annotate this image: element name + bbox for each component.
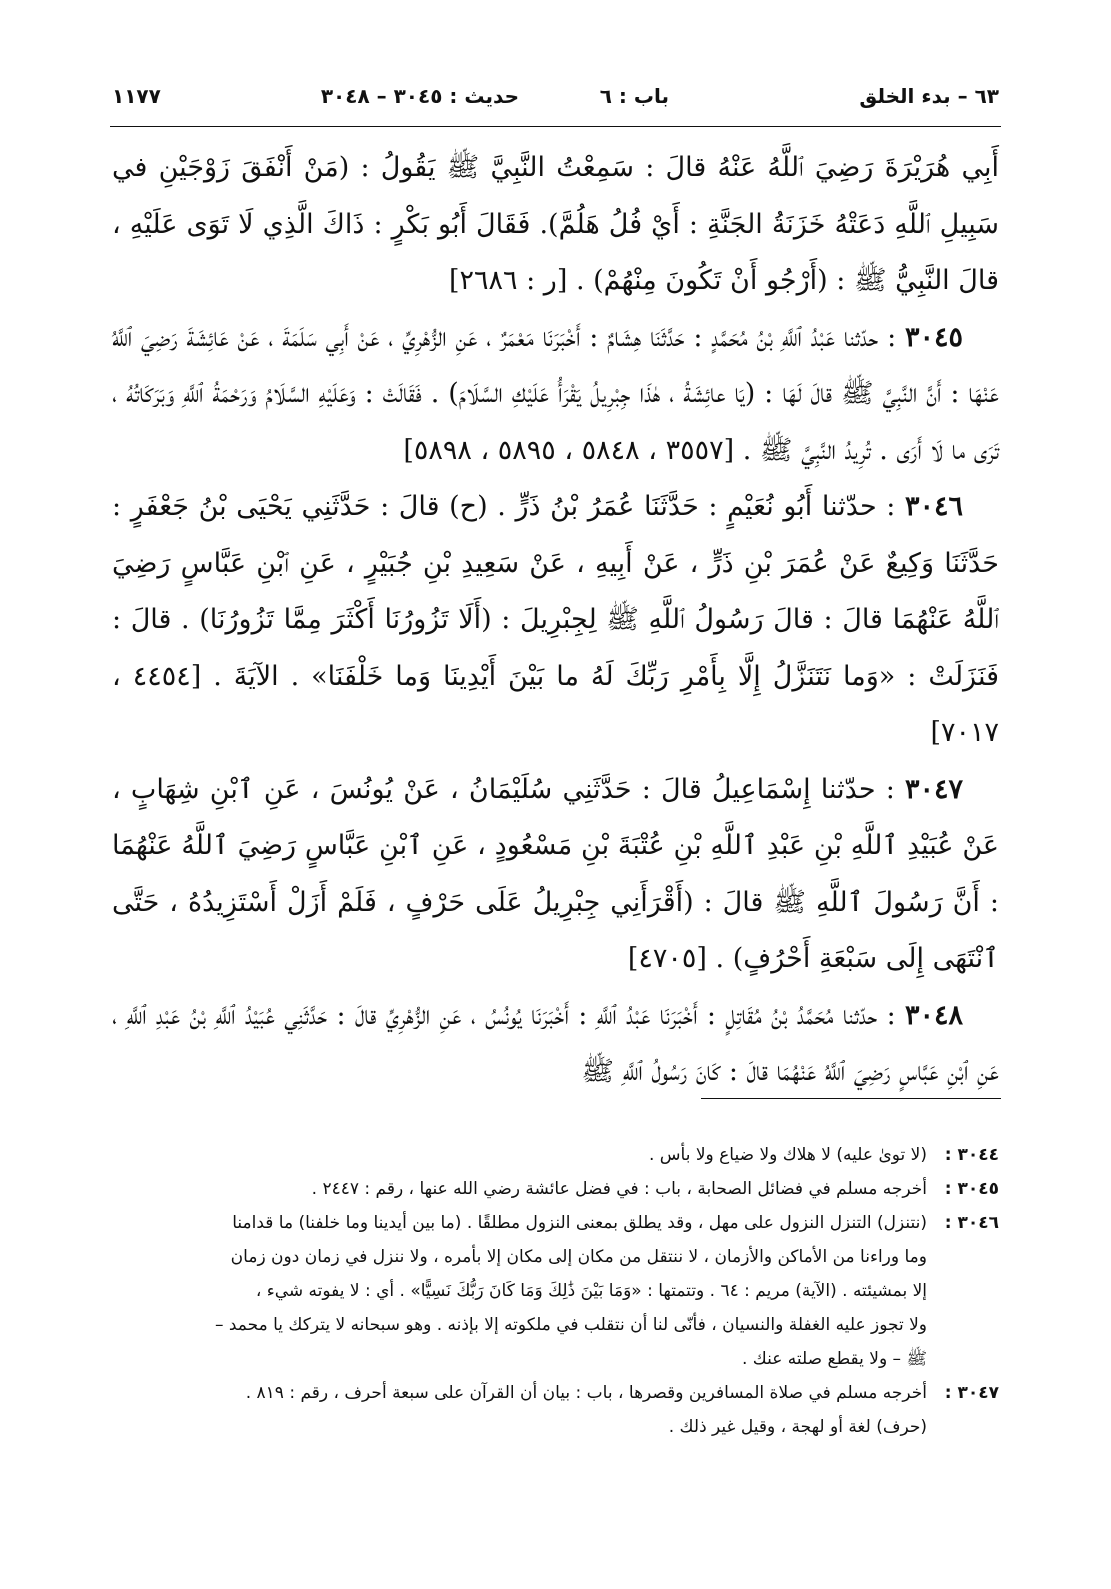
hadith-text: : حدّثنا أَبُو نُعَيْمٍ : حَدَّثَنَا عُمَرُ بْنُ ذَرٍّ . (ح) قالَ : حَدَّثَنِي يَحْيَى بْنُ جَعْفَرٍ : حَدَّثَنَا وَكِيعٌ عَنْ عُمَرَ بْنِ ذَرٍّ ، عَنْ أَبِيهِ ، عَنْ سَعِيدِ بْنِ جُبَيْرٍ ، عَنِ ٱبْنِ عَبَّاسٍ رَضِيَ ٱللَّهُ عَنْهُمَا قالَ : قالَ رَسُولُ ٱللَّهِ ﷺ لِجِبْرِيلَ : (أَلَا تَزُورُنَا أَكْثَرَ مِمَّا تَزُورُنَا) . قالَ : فَنَزَلَتْ : «وَما نَتَنَزَّلُ إِلَّا بِأَمْرِ رَبِّكَ لَهُ ما بَيْنَ أَيْدِينَا وَما خَلْفَنَا» . الآيَةَ . [٤٤٥٤ ، ٧٠١٧] <box>112 491 1000 748</box>
footnote-line: وما وراءنا من الأماكن والأزمان ، لا ننتقل من مكان إلى مكان إلا بأمره ، ولا ننزل في زمان دون زمان <box>230 1247 927 1267</box>
hadith-number: ٣٠٤٥ <box>904 321 963 353</box>
bab-label: باب : ٦ <box>599 84 669 108</box>
continued-paragraph: أَبِي هُرَيْرَةَ رَضِيَ ٱللَّهُ عَنْهُ قالَ : سَمِعْتُ النَّبِيَّ ﷺ يَقُولُ : (مَنْ أَنْفَقَ زَوْجَيْنِ في سَبِيلِ ٱللَّهِ دَعَتْهُ خَزَنَةُ الجَنَّةِ : أَيْ فُلُ هَلُمَّ). فَقَالَ أَبُو بَكْرٍ : ذَاكَ الَّذِي لَا تَوَى عَلَيْهِ ، قالَ النَّبِيُّ ﷺ : (أَرْجُو أَنْ تَكُونَ مِنْهُمْ) . [ر : ٢٦٨٦] <box>112 152 999 296</box>
chapter-title: ٦٣ – بدء الخلق <box>859 84 999 108</box>
page-number: ١١٧٧ <box>112 84 161 108</box>
hadith-3045 <box>112 310 999 480</box>
footnotes <box>112 1138 999 1444</box>
running-header <box>112 78 999 114</box>
footnote-line: (نتنزل) التنزل النزول على مهل ، وقد يطلق بمعنى النزول مطلقًا . (ما بين أيدينا وما خلفنا) ما قدامنا <box>232 1213 927 1233</box>
hadith-text: : حدّثنا مُحَمَّدُ بْنُ مُقَاتِلٍ : أَخْبَرَنَا عَبْدُ ٱللَّهِ : أَخْبَرَنَا يُونُسُ ، عَنِ الزُّهْرِيِّ قالَ : حَدَّثَنِي عُبَيْدُ ٱللَّهِ بْنُ عَبْدِ ٱللَّهِ ، عَنِ ٱبْنِ عَبَّاسٍ رَضِيَ ٱللَّهُ عَنْهُمَا قالَ : كَانَ رَسُولُ ٱللَّهِ ﷺ <box>112 999 999 1087</box>
footnote-number: ٣٠٤٥ : <box>944 1179 999 1199</box>
footnote-number: ٣٠٤٦ : <box>944 1213 999 1233</box>
footnote-3045 <box>112 1172 999 1206</box>
header-rule <box>110 126 1001 127</box>
footnote-line: أخرجه مسلم في صلاة المسافرين وقصرها ، باب : بيان أن القرآن على سبعة أحرف ، رقم : ٨١٩ . <box>245 1383 927 1403</box>
footnote-line: ولا تجوز عليه الغفلة والنسيان ، فأنّى لنا أن نتقلب في ملكوته إلا بإذنه . وهو سبحانه لا يتركك يا محمد – <box>214 1315 927 1335</box>
footnote-3044 <box>112 1138 999 1172</box>
hadith-3047 <box>112 762 999 988</box>
footnote-line: أخرجه مسلم في فضائل الصحابة ، باب : في فضل عائشة رضي الله عنها ، رقم : ٢٤٤٧ . <box>311 1179 927 1199</box>
main-text <box>112 140 999 1101</box>
hadith-number: ٣٠٤٦ <box>904 491 963 522</box>
hadith-text: : حدّثنا عَبْدُ ٱللَّهِ بْنُ مُحَمَّدٍ : حَدَّثَنَا هِشَامٌ : أَخْبَرَنَا مَعْمَرٌ ، عَنِ الزُّهْرِيِّ ، عَنْ أَبِي سَلَمَةَ ، عَنْ عَائِشَةَ رَضِيَ ٱللَّهُ عَنْهَا : أَنَّ النَّبِيَّ ﷺ قالَ لَهَا : (يَا عائِشَةُ ، هٰذَا جِبْرِيلُ يَقْرَأُ عَلَيْكِ السَّلَامَ) . فَقَالَتْ : وَعَلَيْهِ السَّلَامُ وَرَحْمَةُ ٱللَّهِ وَبَرَكَاتُهُ ، تَرَى ما لَا أَرَى . تُرِيدُ النَّبِيَّ ﷺ . [٣٥٥٧ ، ٥٨٤٨ ، ٥٨٩٥ ، ٥٨٩٨] <box>112 321 999 466</box>
hadith-3048 <box>112 988 999 1101</box>
footnote-rule <box>701 1098 1001 1099</box>
hadith-number: ٣٠٤٧ <box>904 773 963 805</box>
footnote-line: (حرف) لغة أو لهجة ، وقيل غير ذلك . <box>668 1417 927 1437</box>
footnote-3047 <box>112 1376 999 1444</box>
footnote-number: ٣٠٤٧ : <box>944 1383 999 1403</box>
footnote-line: إلا بمشيئته . (الآية) مريم : ٦٤ . وتتمتها : «وَمَا بَيْنَ ذَٰلِكَ وَمَا كَانَ رَبُّكَ نَسِيًّا» . أي : لا يفوته شيء ، <box>255 1281 927 1301</box>
hadith-3046 <box>112 479 999 762</box>
hadith-text: : حدّثنا إِسْمَاعِيلُ قالَ : حَدَّثَنِي سُلَيْمَانُ ، عَنْ يُونُسَ ، عَنِ ٱبْنِ شِهَابٍ ، عَنْ عُبَيْدِ ٱللَّهِ بْنِ عَبْدِ ٱللَّهِ بْنِ عُتْبَةَ بْنِ مَسْعُودٍ ، عَنِ ٱبْنِ عَبَّاسٍ رَضِيَ ٱللَّهُ عَنْهُمَا : أَنَّ رَسُولَ ٱللَّهِ ﷺ قالَ : (أَقْرَأَنِي جِبْرِيلُ عَلَى حَرْفٍ ، فَلَمْ أَزَلْ أَسْتَزِيدُهُ ، حَتَّى ٱنْتَهَى إِلَى سَبْعَةِ أَحْرُفٍ) . [٤٧٠٥] <box>112 773 999 974</box>
hadith-number: ٣٠٤٨ <box>904 999 963 1031</box>
footnote-line: ﷺ – ولا يقطع صلته عنك . <box>742 1349 927 1369</box>
hadith-range: حديث : ٣٠٤٥ – ٣٠٤٨ <box>320 84 519 108</box>
footnote-line: (لا توىٰ عليه) لا هلاك ولا ضياع ولا بأس . <box>648 1145 927 1165</box>
footnote-number: ٣٠٤٤ : <box>944 1145 999 1165</box>
footnote-3046 <box>112 1206 999 1376</box>
